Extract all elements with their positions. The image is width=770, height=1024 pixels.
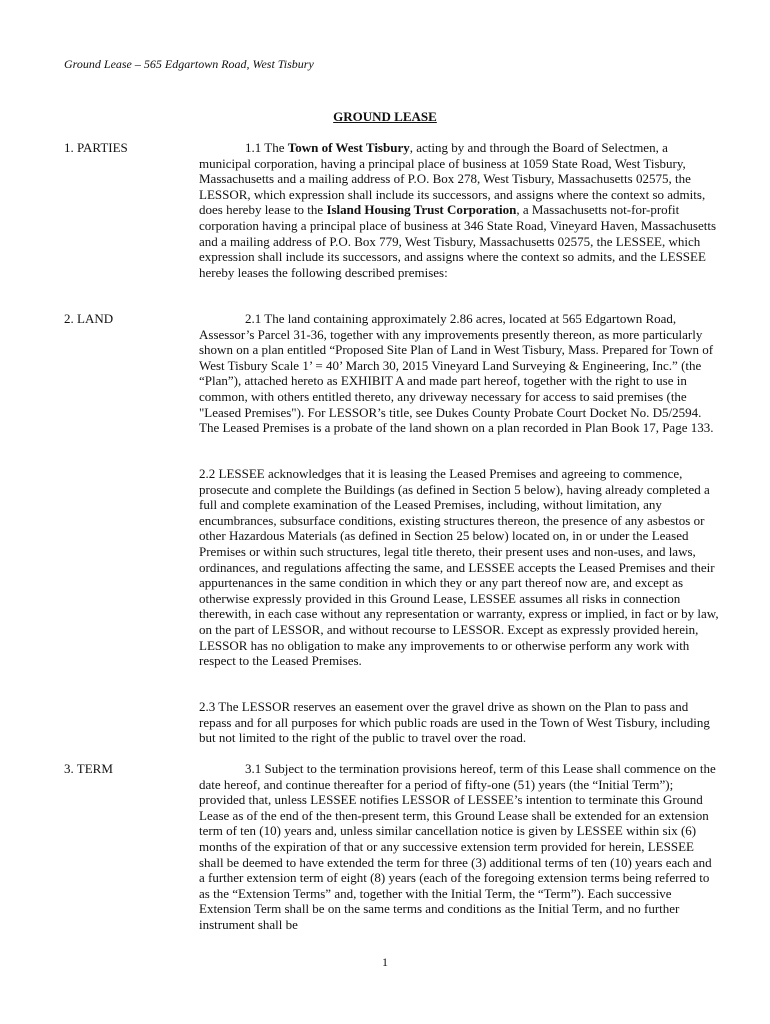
paragraph-2-2 <box>199 466 719 669</box>
section-label-parties: 1. PARTIES <box>64 140 128 155</box>
paragraph-2-3 <box>199 699 719 746</box>
paragraph-number: 2.3 <box>199 699 216 714</box>
paragraph-number: 1.1 <box>245 140 262 155</box>
paragraph-text: The <box>261 140 288 155</box>
lessor-name: Town of West Tisbury <box>287 140 410 155</box>
paragraph-text: , a Massachusetts not-for-profit corporation having a principal place of business at 346 State Road, Vineyard Haven, Massachusetts and a mailing address of P.O. Box 779, West Tisbury, Massachusetts 02575, the LESSEE, which expression shall include its successors, and assigns where the context so admits, and the LESSEE hereby leases the following described premises: <box>199 202 717 280</box>
paragraph-3-1 <box>199 761 719 933</box>
paragraph-text: The land containing approximately 2.86 acres, located at 565 Edgartown Road, Assessor’s Parcel 31-36, together with any improvements presently thereon, as more particularly shown on a plan entitled “Proposed Site Plan of Land in West Tisbury, Mass. Prepared for Town of West Tisbury Scale 1’ = 40’ March 30, 2015 Vineyard Land Surveying & Engineering, Inc.” (the “Plan”), attached hereto as EXHIBIT A and made part hereof, together with the right to use in common, with others entitled thereto, any driveway necessary for access to said premises (the "Leased Premises"). For LESSOR’s title, see Dukes County Probate Court Docket No. D5/2594. The Leased Premises is a probate of the land shown on a plan recorded in Plan Book 17, Page 133. <box>199 311 714 436</box>
paragraph-number: 2.1 <box>245 311 262 326</box>
section-label-term: 3. TERM <box>64 761 113 776</box>
paragraph-text: Subject to the termination provisions hereof, term of this Lease shall commence on the date hereof, and continue thereafter for a period of fifty-one (51) years (the “Initial Term”); provided that, unless LESSEE notifies LESSOR of LESSEE’s intention to terminate this Ground Lease as of the end of the then-present term, this Ground Lease shall be extended for an extension term of ten (10) years and, unless similar cancellation notice is given by LESSEE within six (6) months of the expiration of that or any successive extension term provided for herein, LESSEE shall be deemed to have extended the term for three (3) additional terms of ten (10) years each and a further extension term of eight (8) years (each of the foregoing extension terms being referred to as the “Extension Terms” and, together with the Initial Term, the “Term”). Each successive Extension Term shall be on the same terms and conditions as the Initial Term, and no further instrument shall be <box>199 761 716 932</box>
paragraph-text: The LESSOR reserves an easement over the gravel drive as shown on the Plan to pass and repass and for all purposes for which public roads are used in the Town of West Tisbury, including but not limited to the right of the public to travel over the road. <box>199 699 710 746</box>
paragraph-number: 2.2 <box>199 466 216 481</box>
paragraph-2-1 <box>199 311 719 436</box>
paragraph-text: LESSEE acknowledges that it is leasing the Leased Premises and agreeing to commence, prosecute and complete the Buildings (as defined in Section 5 below), having already completed a full and complete examination of the Leased Premises, including, without limitation, any encumbrances, subsurface conditions, existing structures thereon, the presence of any asbestos or other Hazardous Materials (as defined in Section 25 below) located on, in or under the Leased Premises or within such structures, legal title thereto, their present uses and non-uses, and laws, ordinances, and regulations affecting the same, and LESSEE accepts the Leased Premises and their appurtenances in the same condition in which they or any part thereof now are, and except as otherwise expressly provided in this Ground Lease, LESSEE assumes all risks in connection therewith, in each case without any representation or warranty, express or implied, in fact or by law, on the part of LESSOR, and without recourse to LESSOR. Except as expressly provided herein, LESSOR has no obligation to make any improvements to or otherwise perform any work with respect to the Leased Premises. <box>199 466 719 669</box>
paragraph-number: 3.1 <box>245 761 262 776</box>
paragraph-text: , acting by and through the Board of Selectmen, a municipal corporation, having a principal place of business at 1059 State Road, West Tisbury, Massachusetts and a mailing address of P.O. Box 278, West Tisbury, Massachusetts 02575, the LESSOR, which expression shall include its successors, and assigns where the context so admits, does hereby lease to the <box>199 140 706 218</box>
lessee-name: Island Housing Trust Corporation <box>326 202 517 218</box>
section-label-land: 2. LAND <box>64 311 114 326</box>
page-number: 1 <box>382 955 388 969</box>
document-title: GROUND LEASE <box>333 109 437 124</box>
running-header: Ground Lease – 565 Edgartown Road, West Tisbury <box>64 57 314 71</box>
paragraph-1-1 <box>199 140 719 280</box>
